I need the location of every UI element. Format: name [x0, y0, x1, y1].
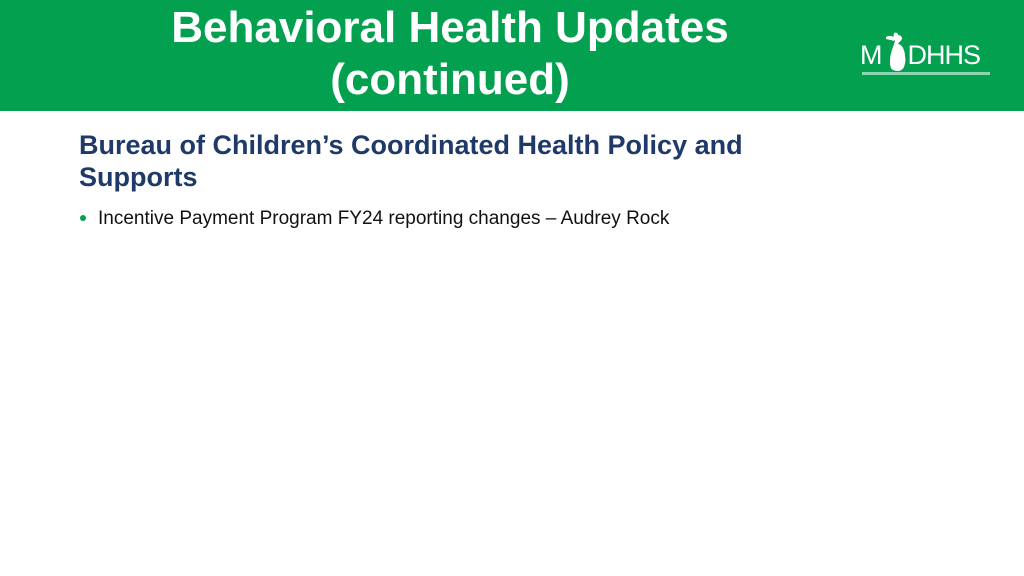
bullet-dot-icon — [80, 215, 86, 221]
bullet-item — [79, 206, 669, 232]
mdhhs-logo — [860, 30, 994, 80]
section-heading: Bureau of Children’s Coordinated Health Policy and Supports — [79, 130, 743, 192]
slide-title-line-1: Behavioral Health Updates — [171, 3, 729, 52]
slide-title — [100, 2, 800, 106]
logo-wordmark — [860, 40, 980, 70]
michigan-state-icon — [885, 32, 911, 72]
logo-tagline — [862, 72, 990, 75]
bullet-list — [79, 206, 669, 232]
logo-letter-m: M — [860, 40, 882, 70]
header-band — [0, 0, 1024, 111]
logo-letters-dhhs: DHHS — [907, 40, 981, 70]
bullet-text: Incentive Payment Program FY24 reporting changes – Audrey Rock — [98, 208, 670, 229]
slide-title-line-2: (continued) — [330, 55, 570, 104]
